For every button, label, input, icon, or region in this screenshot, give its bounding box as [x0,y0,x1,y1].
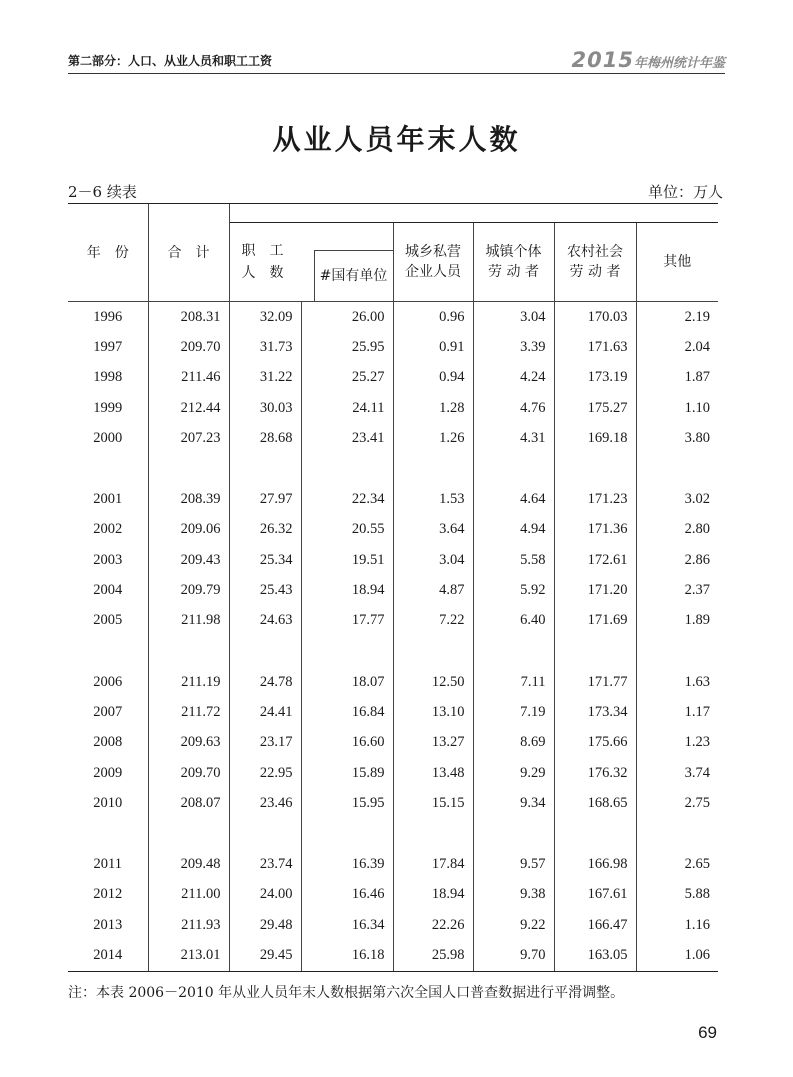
page-title: 从业人员年末人数 [272,123,521,156]
value-cell: 2.65 [636,849,718,879]
value-cell: 211.93 [148,910,229,940]
year-cell: 2004 [93,582,123,599]
value-cell: 15.95 [301,788,393,818]
value-cell: 2.86 [636,545,718,575]
book-title [572,48,725,72]
value-cell: 3.02 [636,484,718,514]
year-cell: 2007 [93,703,123,720]
value-cell: 0.94 [393,363,473,393]
value-cell: 2.80 [636,515,718,545]
col-header-other: 其他 [636,223,718,302]
table-row [68,940,718,971]
value-cell: 172.61 [554,545,636,575]
value-cell: 1.17 [636,697,718,727]
year-cell: 2014 [68,940,148,971]
year-cell: 1996 [93,308,123,325]
value-cell: 24.41 [229,697,301,727]
value-cell: 17.77 [301,606,393,636]
section-title: 第二部分：人口、从业人员和职工工资 [68,54,273,68]
value-cell: 166.47 [554,910,636,940]
value-cell: 18.94 [393,880,473,910]
year-cell: 2002 [93,521,123,538]
value-cell: 25.43 [229,575,301,605]
value-cell: 2.75 [636,788,718,818]
table-row [68,697,718,727]
value-cell: 1.53 [393,484,473,514]
year-cell: 2008 [93,734,123,751]
value-cell: 1.06 [636,940,718,971]
value-cell: 23.46 [229,788,301,818]
workers-line2: 人 数 [241,265,284,281]
col-header-urban: 城镇个体 劳 动 者 [473,223,554,302]
value-cell: 22.26 [393,910,473,940]
value-cell: 1.23 [636,728,718,758]
table-row [68,728,718,758]
employment-table-container [68,203,718,972]
value-cell: 3.74 [636,758,718,788]
value-cell: 8.69 [473,728,554,758]
value-cell: 18.94 [301,575,393,605]
value-cell: 9.34 [473,788,554,818]
value-cell: 0.91 [393,332,473,362]
value-cell: 2.04 [636,332,718,362]
value-cell: 209.48 [148,849,229,879]
value-cell: 4.87 [393,575,473,605]
table-row [68,484,718,514]
value-cell: 18.07 [301,667,393,697]
year-cell: 2000 [93,429,123,446]
table-row [68,575,718,605]
employment-table [68,203,718,972]
book-name: 年梅州统计年鉴 [633,56,725,71]
value-cell: 9.70 [473,940,554,971]
value-cell: 170.03 [554,302,636,333]
value-cell: 175.27 [554,393,636,423]
value-cell: 27.97 [229,484,301,514]
table-body [68,302,718,972]
value-cell: 4.24 [473,363,554,393]
value-cell: 1.89 [636,606,718,636]
value-cell: 3.64 [393,515,473,545]
year-cell: 2010 [93,794,123,811]
spacer-row [68,818,718,849]
value-cell: 9.29 [473,758,554,788]
value-cell: 212.44 [148,393,229,423]
value-cell: 13.27 [393,728,473,758]
value-cell: 23.74 [229,849,301,879]
value-cell: 169.18 [554,423,636,453]
value-cell: 211.00 [148,880,229,910]
value-cell: 17.84 [393,849,473,879]
value-cell: 19.51 [301,545,393,575]
col-header-private: 城乡私营 企业人员 [393,223,473,302]
value-cell: 22.34 [301,484,393,514]
table-row [68,606,718,636]
value-cell: 23.41 [301,423,393,453]
value-cell: 22.95 [229,758,301,788]
running-header [68,49,725,74]
year-cell: 2013 [93,916,123,933]
value-cell: 3.04 [473,302,554,333]
table-row [68,758,718,788]
value-cell: 13.48 [393,758,473,788]
workers-line1: 职 工 [241,243,284,259]
value-cell: 171.23 [554,484,636,514]
year-cell: 1998 [93,369,123,386]
value-cell: 20.55 [301,515,393,545]
value-cell: 16.46 [301,880,393,910]
value-cell: 1.63 [636,667,718,697]
table-row [68,849,718,879]
year-cell: 2009 [93,764,123,781]
value-cell: 208.31 [148,302,229,333]
col-header-rural: 农村社会 劳 动 者 [554,223,636,302]
value-cell: 171.20 [554,575,636,605]
value-cell: 16.60 [301,728,393,758]
value-cell: 211.46 [148,363,229,393]
unit-label: 单位：万人 [647,183,723,201]
value-cell: 211.19 [148,667,229,697]
value-cell: 25.95 [301,332,393,362]
table-row [68,788,718,818]
value-cell: 4.31 [473,423,554,453]
value-cell: 9.38 [473,880,554,910]
value-cell: 1.87 [636,363,718,393]
value-cell: 208.39 [148,484,229,514]
value-cell: 29.45 [229,940,301,971]
value-cell: 171.36 [554,515,636,545]
table-row [68,302,718,333]
table-row [68,667,718,697]
value-cell: 2.37 [636,575,718,605]
table-row [68,423,718,453]
value-cell: 6.40 [473,606,554,636]
value-cell: 13.10 [393,697,473,727]
value-cell: 167.61 [554,880,636,910]
value-cell: 209.79 [148,575,229,605]
value-cell: 26.32 [229,515,301,545]
col-header-state-owned: #国有单位 [314,250,393,301]
value-cell: 176.32 [554,758,636,788]
value-cell: 24.00 [229,880,301,910]
table-row [68,515,718,545]
value-cell: 208.07 [148,788,229,818]
value-cell: 9.57 [473,849,554,879]
year-cell: 1997 [93,338,123,355]
value-cell: 12.50 [393,667,473,697]
value-cell: 211.98 [148,606,229,636]
value-cell: 3.80 [636,423,718,453]
year-cell: 2005 [93,612,123,629]
value-cell: 31.22 [229,363,301,393]
value-cell: 5.88 [636,880,718,910]
value-cell: 168.65 [554,788,636,818]
table-row [68,910,718,940]
value-cell: 207.23 [148,423,229,453]
value-cell: 1.16 [636,910,718,940]
value-cell: 4.76 [473,393,554,423]
value-cell: 7.22 [393,606,473,636]
value-cell: 5.92 [473,575,554,605]
value-cell: 7.19 [473,697,554,727]
col-header-year: 年 份 [68,204,148,302]
value-cell: 1.10 [636,393,718,423]
value-cell: 28.68 [229,423,301,453]
value-cell: 3.39 [473,332,554,362]
value-cell: 15.89 [301,758,393,788]
value-cell: 7.11 [473,667,554,697]
value-cell: 171.69 [554,606,636,636]
value-cell: 209.63 [148,728,229,758]
table-note: 注：本表 2006－2010 年从业人员年末人数根据第六次全国人口普查数据进行平滑调整。 [68,985,625,1001]
value-cell: 166.98 [554,849,636,879]
table-row [68,393,718,423]
value-cell: 24.78 [229,667,301,697]
table-row [68,332,718,362]
book-year: 2015 [571,48,634,72]
year-cell: 2001 [93,491,123,508]
year-cell: 2011 [93,856,122,873]
page-number: 69 [698,1023,717,1042]
value-cell: 26.00 [301,302,393,333]
value-cell: 25.34 [229,545,301,575]
year-cell: 2003 [93,551,123,568]
table-row [68,363,718,393]
value-cell: 23.17 [229,728,301,758]
value-cell: 1.28 [393,393,473,423]
value-cell: 24.11 [301,393,393,423]
table-row [68,880,718,910]
value-cell: 173.34 [554,697,636,727]
value-cell: 0.96 [393,302,473,333]
year-cell: 2006 [93,673,123,690]
value-cell: 209.70 [148,758,229,788]
value-cell: 24.63 [229,606,301,636]
table-row [68,545,718,575]
value-cell: 32.09 [229,302,301,333]
value-cell: 15.15 [393,788,473,818]
value-cell: 3.04 [393,545,473,575]
value-cell: 16.39 [301,849,393,879]
col-header-total: 合 计 [148,204,229,302]
value-cell: 209.06 [148,515,229,545]
value-cell: 29.48 [229,910,301,940]
value-cell: 213.01 [148,940,229,971]
value-cell: 209.43 [148,545,229,575]
value-cell: 31.73 [229,332,301,362]
value-cell: 173.19 [554,363,636,393]
value-cell: 171.77 [554,667,636,697]
value-cell: 16.34 [301,910,393,940]
year-cell: 1999 [93,399,123,416]
value-cell: 211.72 [148,697,229,727]
value-cell: 25.98 [393,940,473,971]
value-cell: 163.05 [554,940,636,971]
table-id: 2－6 续表 [68,183,137,201]
value-cell: 4.64 [473,484,554,514]
value-cell: 16.18 [301,940,393,971]
value-cell: 175.66 [554,728,636,758]
value-cell: 25.27 [301,363,393,393]
value-cell: 5.58 [473,545,554,575]
value-cell: 30.03 [229,393,301,423]
value-cell: 209.70 [148,332,229,362]
header-top-gap [229,204,718,223]
spacer-row [68,636,718,667]
value-cell: 1.26 [393,423,473,453]
value-cell: 2.19 [636,302,718,333]
value-cell: 171.63 [554,332,636,362]
spacer-row [68,453,718,484]
col-header-workers [229,223,393,302]
value-cell: 9.22 [473,910,554,940]
year-cell: 2012 [93,886,123,903]
value-cell: 16.84 [301,697,393,727]
value-cell: 4.94 [473,515,554,545]
